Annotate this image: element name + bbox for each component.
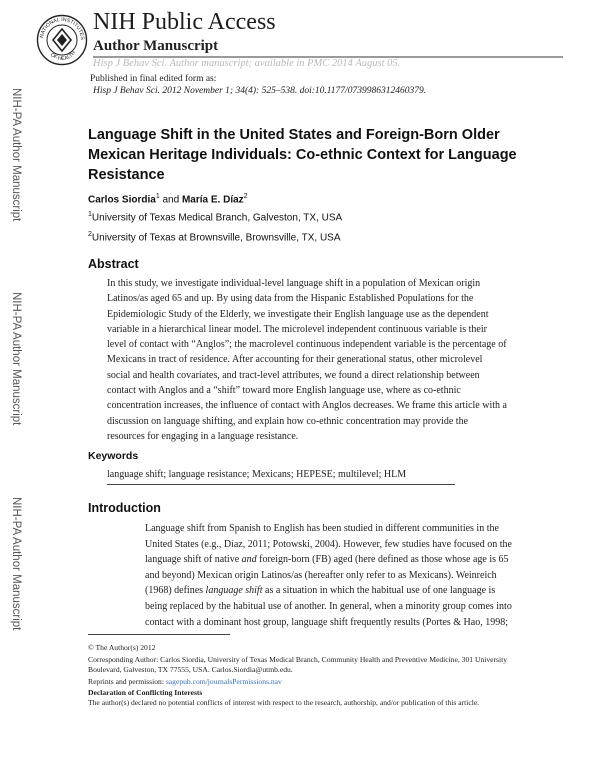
side-label-middle: NIH-PA Author Manuscript xyxy=(10,292,22,426)
svg-text:OF HEALTH: OF HEALTH xyxy=(49,50,78,63)
affiliation-1: $^1$University of Texas Medical Branch, Galveston, TX, USA xyxy=(88,211,343,224)
corresponding-author-note: Corresponding Author: Carlos Siordia, University of Texas Medical Branch, Community Health and Preventive Medicine, 301 University Boulevard, Galveston, TX 77555, USA. Carlos.Siordia@utmb.edu. xyxy=(88,655,508,674)
side-label-bottom: NIH-PA Author Manuscript xyxy=(10,497,22,631)
keywords-list: language shift; language resistance; Mexicans; HEPESE; multilevel; HLM xyxy=(107,469,407,480)
side-label-top: NIH-PA Author Manuscript xyxy=(10,88,22,222)
abstract-heading: Abstract xyxy=(88,257,139,271)
journal-citation: Hisp J Behav Sci. 2012 November 1; 34(4): 525–538. doi:10.1177/0739986312460379. xyxy=(93,86,427,96)
conflicts-text: The author(s) declared no potential conflicts of interest with respect to the research, authorship, and/or publication of this article. xyxy=(88,698,480,707)
affiliation-2: $^2$University of Texas at Brownsville, Brownsville, TX, USA xyxy=(88,231,341,244)
author-manuscript-label: Author Manuscript xyxy=(93,38,219,54)
author-name: María E. Díaz xyxy=(181,194,244,206)
nih-public-access-title: NIH Public Access xyxy=(93,9,276,35)
keywords-heading: Keywords xyxy=(88,450,139,462)
availability-note: Hisp J Behav Sci. Author manuscript; available in PMC 2014 August 05. xyxy=(93,58,401,69)
published-label: Published in final edited form as: xyxy=(90,74,217,84)
author-line: Carlos Siordia$^1$ and María E. Díaz$^2$ xyxy=(88,193,248,206)
svg-text:NATIONAL INSTITUTES: NATIONAL INSTITUTES xyxy=(39,16,86,41)
reprints-note: Reprints and permission: sagepub.com/journalsPermissions.nav xyxy=(88,677,282,686)
permissions-link[interactable]: sagepub.com/journalsPermissions.nav xyxy=(165,677,282,686)
introduction-text: Language shift from Spanish to English has been studied in different communities in the United States (e.g., Díaz, 2011; Potowski, 2004). However, few studies have focused on the language shift of native and foreign-born (FB) aged (here defined as those whose age is 65 and beyond) Mexican origin Latinos/as (hereafter only refer to as Mexicans). Weinreich (1968) defines language shift as a situation in which the habitual use of one language is being replaced by the habitual use of another. In general, when a minority group comes into contact with a dominant host group, language shift frequently results (Portes & Hao, 1998; xyxy=(145,523,512,628)
copyright-note: © The Author(s) 2012 xyxy=(88,643,156,652)
conflicts-heading: Declaration of Conflicting Interests xyxy=(88,688,203,697)
nih-logo xyxy=(36,14,88,66)
keywords-divider xyxy=(107,484,455,485)
article-title: Language Shift in the United States and Foreign-Born Older Mexican Heritage Individuals: Co-ethnic Context for Language Resistance xyxy=(88,127,517,183)
footnote-divider xyxy=(88,634,230,635)
abstract-text: In this study, we investigate individual-level language shift in a population of Mexican origin Latinos/as aged 65 and up. By using data from the Hispanic Established Populations for the Epidemiologic Study of the Elderly, we investigate their English language use as the dependent variable in a hierarchical linear model. The microlevel independent continuous variable is their level of contact with “Anglos”; the macrolevel continuous independent variable is the percentage of Mexicans in tract of residence. After accounting for their generational status, other microlevel social and health covariates, and tract-level attributes, we found a direct relationship between contact with Anglos and a “shift” toward more English language use, where as co-ethnic concentration increases, the influence of contact with Anglos decreases. We frame this article with a discussion on language shifting, and explain how co-ethnic concentration may provide the resources for engaging in a language resistance. xyxy=(107,278,507,442)
introduction-heading: Introduction xyxy=(88,501,161,515)
author-name: Carlos Siordia xyxy=(88,194,156,206)
